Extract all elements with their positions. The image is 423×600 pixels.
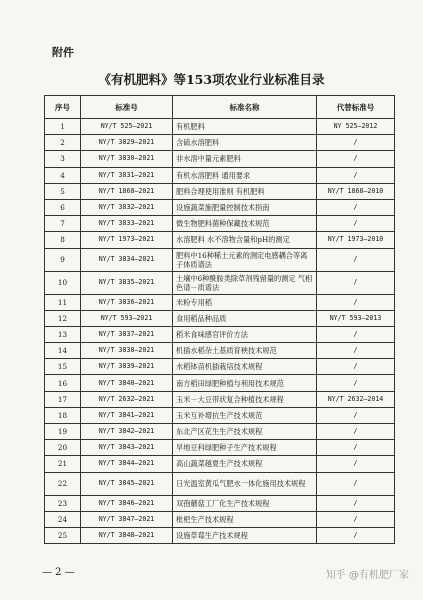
row-standard-name: 设施蔬菜施肥量控制技术指南 [173, 199, 317, 215]
table-row [45, 271, 395, 294]
table-row [45, 359, 395, 375]
table-header-row [45, 96, 395, 119]
table-row [45, 151, 395, 167]
row-standard-code: NY/T 3845—2021 [81, 472, 173, 495]
row-replaced-code: / [317, 294, 395, 310]
row-replaced-code: NY/T 1868—2010 [317, 183, 395, 199]
row-standard-name: 设施草莓生产技术规程 [173, 527, 317, 543]
row-standard-code: NY/T 3843—2021 [81, 440, 173, 456]
row-seq: 7 [45, 216, 81, 232]
row-seq: 22 [45, 472, 81, 495]
row-standard-code: NY/T 3839—2021 [81, 359, 173, 375]
row-standard-code: NY/T 3831—2021 [81, 167, 173, 183]
row-replaced-code: / [317, 135, 395, 151]
table-row [45, 495, 395, 511]
table-row [45, 456, 395, 472]
row-standard-code: NY/T 593—2021 [81, 310, 173, 326]
row-seq: 9 [45, 248, 81, 271]
header-replaced-code: 代替标准号 [317, 96, 395, 119]
row-standard-name: 高山蔬菜越夏生产技术规程 [173, 456, 317, 472]
row-seq: 23 [45, 495, 81, 511]
table-row [45, 407, 395, 423]
table-row [45, 310, 395, 326]
row-seq: 4 [45, 167, 81, 183]
row-standard-code: NY/T 3844—2021 [81, 456, 173, 472]
row-seq: 12 [45, 310, 81, 326]
row-standard-name: 肥料中16种稀土元素的测定电感耦合等离子体质谱法 [173, 248, 317, 271]
row-seq: 25 [45, 527, 81, 543]
row-replaced-code: / [317, 199, 395, 215]
row-standard-code: NY/T 3837—2021 [81, 326, 173, 342]
row-seq: 8 [45, 232, 81, 248]
row-seq: 15 [45, 359, 81, 375]
watermark: 知乎 @有机肥厂家 [325, 570, 409, 581]
row-standard-name: 食用稻品种品质 [173, 310, 317, 326]
row-standard-code: NY/T 3834—2021 [81, 248, 173, 271]
row-replaced-code: / [317, 359, 395, 375]
row-standard-name: 南方稻田绿肥种植与利用技术规范 [173, 375, 317, 391]
row-seq: 16 [45, 375, 81, 391]
table-row [45, 440, 395, 456]
header-standard-code: 标准号 [81, 96, 173, 119]
document-title: 《有机肥料》等153项农业行业标准目录 [98, 72, 325, 87]
row-standard-name: 微生物肥料菌种保藏技术规范 [173, 216, 317, 232]
row-replaced-code: / [317, 248, 395, 271]
row-replaced-code: / [317, 511, 395, 527]
table-row [45, 232, 395, 248]
table-row [45, 375, 395, 391]
row-standard-name: 含硫水溶肥料 [173, 135, 317, 151]
row-seq: 19 [45, 424, 81, 440]
table-row [45, 216, 395, 232]
row-replaced-code: / [317, 456, 395, 472]
row-standard-name: 机插水稻杂土基质育秧技术规范 [173, 343, 317, 359]
row-standard-name: 米粉专用稻 [173, 294, 317, 310]
row-standard-name: 东北产区花生生产技术规程 [173, 424, 317, 440]
row-replaced-code: / [317, 343, 395, 359]
row-standard-code: NY/T 3829—2021 [81, 135, 173, 151]
table-row [45, 527, 395, 543]
table-row [45, 119, 395, 135]
row-replaced-code: / [317, 326, 395, 342]
row-seq: 2 [45, 135, 81, 151]
table-row [45, 511, 395, 527]
row-standard-name: 玉米互补增抗生产技术规范 [173, 407, 317, 423]
standards-table [44, 95, 395, 544]
table-row [45, 199, 395, 215]
row-standard-code: NY/T 2632—2021 [81, 391, 173, 407]
row-standard-code: NY/T 3840—2021 [81, 375, 173, 391]
row-standard-name: 非水溶中量元素肥料 [173, 151, 317, 167]
row-replaced-code: / [317, 472, 395, 495]
row-standard-name: 土壤中6种酰胺类除草剂残留量的测定 气相色谱－质谱法 [173, 271, 317, 294]
table-row [45, 391, 395, 407]
row-replaced-code: / [317, 216, 395, 232]
attachment-label: 附件 [52, 46, 74, 59]
row-seq: 24 [45, 511, 81, 527]
row-standard-code: NY/T 3832—2021 [81, 199, 173, 215]
row-standard-name: 有机肥料 [173, 119, 317, 135]
row-standard-code: NY/T 3833—2021 [81, 216, 173, 232]
table-row [45, 326, 395, 342]
row-replaced-code: / [317, 495, 395, 511]
row-replaced-code: / [317, 167, 395, 183]
row-seq: 3 [45, 151, 81, 167]
row-standard-name: 枇杷生产技术规程 [173, 511, 317, 527]
row-replaced-code: NY/T 2632—2014 [317, 391, 395, 407]
row-seq: 21 [45, 456, 81, 472]
row-standard-name: 水溶肥料 水不溶物含量和pH的测定 [173, 232, 317, 248]
table-row [45, 294, 395, 310]
row-replaced-code: / [317, 440, 395, 456]
row-replaced-code: / [317, 151, 395, 167]
row-seq: 10 [45, 271, 81, 294]
row-replaced-code: / [317, 407, 395, 423]
row-seq: 11 [45, 294, 81, 310]
row-standard-code: NY/T 3835—2021 [81, 271, 173, 294]
row-replaced-code: / [317, 271, 395, 294]
table-row [45, 135, 395, 151]
row-standard-code: NY/T 3842—2021 [81, 424, 173, 440]
row-replaced-code: / [317, 527, 395, 543]
row-seq: 18 [45, 407, 81, 423]
table-row [45, 167, 395, 183]
row-standard-code: NY/T 3848—2021 [81, 527, 173, 543]
row-standard-code: NY/T 1973—2021 [81, 232, 173, 248]
row-seq: 5 [45, 183, 81, 199]
row-replaced-code: NY/T 1973—2010 [317, 232, 395, 248]
header-standard-name: 标准名称 [173, 96, 317, 119]
table-body [45, 119, 395, 544]
row-standard-name: 水稻钵苗机插栽培技术规程 [173, 359, 317, 375]
row-standard-code: NY/T 3838—2021 [81, 343, 173, 359]
row-standard-code: NY/T 525—2021 [81, 119, 173, 135]
table-row [45, 183, 395, 199]
page-number: — 2 — [42, 567, 75, 578]
row-seq: 14 [45, 343, 81, 359]
row-standard-code: NY/T 3830—2021 [81, 151, 173, 167]
row-standard-name: 肥料合理使用准则 有机肥料 [173, 183, 317, 199]
table-row [45, 424, 395, 440]
row-standard-code: NY/T 3846—2021 [81, 495, 173, 511]
header-seq: 序号 [45, 96, 81, 119]
row-standard-name: 有机水溶肥料 通用要求 [173, 167, 317, 183]
table-row [45, 248, 395, 271]
row-standard-name: 双孢蘑菇工厂化生产技术规程 [173, 495, 317, 511]
row-standard-name: 玉米－大豆带状复合种植技术规程 [173, 391, 317, 407]
row-replaced-code: NY/T 593—2013 [317, 310, 395, 326]
row-standard-name: 日光温室黄瓜气肥水一体化施用技术规程 [173, 472, 317, 495]
row-replaced-code: NY 525—2012 [317, 119, 395, 135]
row-standard-code: NY/T 3836—2021 [81, 294, 173, 310]
row-seq: 13 [45, 326, 81, 342]
table-row [45, 343, 395, 359]
table-row [45, 472, 395, 495]
row-seq: 6 [45, 199, 81, 215]
row-replaced-code: / [317, 375, 395, 391]
row-seq: 20 [45, 440, 81, 456]
row-standard-code: NY/T 1868—2021 [81, 183, 173, 199]
row-replaced-code: / [317, 424, 395, 440]
row-standard-code: NY/T 3841—2021 [81, 407, 173, 423]
row-seq: 1 [45, 119, 81, 135]
row-standard-name: 旱地豆科绿肥种子生产技术规程 [173, 440, 317, 456]
row-standard-code: NY/T 3847—2021 [81, 511, 173, 527]
row-standard-name: 稻米食味感官评价方法 [173, 326, 317, 342]
row-seq: 17 [45, 391, 81, 407]
